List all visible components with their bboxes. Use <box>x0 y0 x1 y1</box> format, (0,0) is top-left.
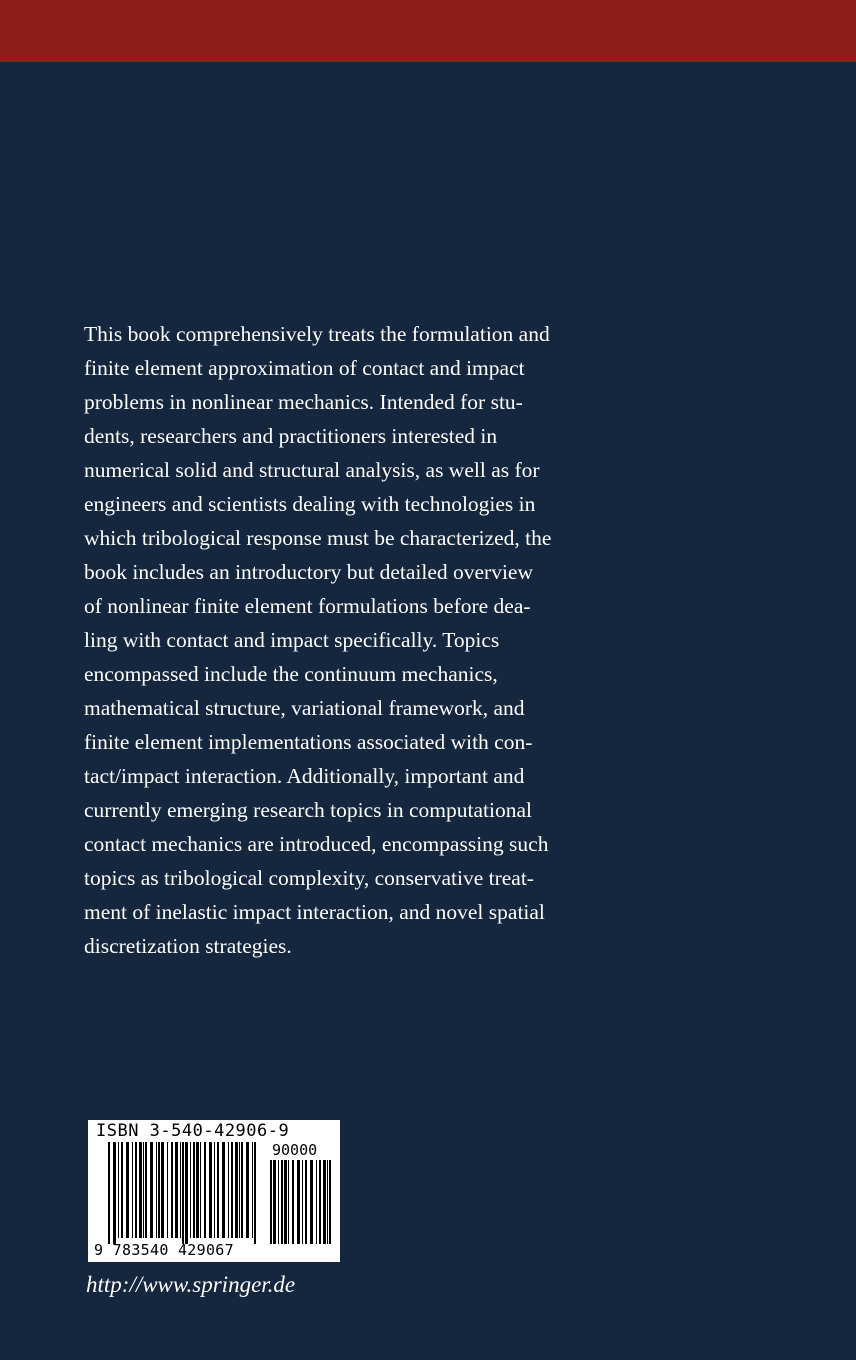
barcode-bar <box>214 1142 215 1238</box>
barcode-bar <box>239 1142 240 1238</box>
barcode-bar <box>145 1142 147 1238</box>
barcode-bar <box>121 1142 123 1238</box>
blurb-line: of nonlinear finite element formulations before dea- <box>84 594 531 618</box>
barcode-bar <box>273 1160 276 1244</box>
barcode-bar <box>180 1142 181 1238</box>
blurb-line: book includes an introductory but detailed overview <box>84 560 533 584</box>
barcode-bars <box>108 1142 260 1244</box>
barcode-bar <box>329 1160 331 1244</box>
blurb-line: This book comprehensively treats the formulation and <box>84 322 550 346</box>
barcode-bar <box>132 1142 133 1238</box>
barcode-bar <box>327 1160 328 1244</box>
blurb-line: ling with contact and impact specifically. Topics <box>84 628 500 652</box>
blurb-line: engineers and scientists dealing with technologies in <box>84 492 536 516</box>
barcode-bar <box>193 1142 195 1238</box>
barcode-bar <box>323 1160 326 1244</box>
blurb-line: contact mechanics are introduced, encompassing such <box>84 832 549 856</box>
barcode-bar <box>222 1142 225 1238</box>
barcode-bar <box>196 1142 199 1238</box>
blurb-line: currently emerging research topics in computational <box>84 798 532 822</box>
barcode-bar <box>252 1142 253 1238</box>
barcode-bar <box>246 1142 249 1238</box>
barcode-bar <box>161 1142 164 1238</box>
back-cover-blurb <box>84 317 584 963</box>
barcode-bar <box>150 1142 153 1238</box>
blurb-line: mathematical structure, variational framework, and <box>84 696 525 720</box>
barcode-bar <box>231 1142 233 1238</box>
isbn-barcode <box>88 1120 340 1262</box>
barcode-bar <box>241 1142 243 1238</box>
barcode-bar <box>175 1142 178 1238</box>
barcode-bar <box>281 1160 283 1244</box>
barcode-bar <box>284 1160 287 1244</box>
blurb-line: dents, researchers and practitioners interested in <box>84 424 498 448</box>
top-color-band <box>0 0 856 62</box>
isbn-label: ISBN 3-540-42906-9 <box>96 1121 290 1141</box>
addon-barcode-bars <box>270 1160 334 1244</box>
blurb-line: which tribological response must be characterized, the <box>84 526 552 550</box>
barcode-bar <box>292 1160 294 1244</box>
blurb-line: problems in nonlinear mechanics. Intended for stu- <box>84 390 523 414</box>
barcode-bar <box>316 1160 317 1244</box>
price-code-label: 90000 <box>272 1141 318 1159</box>
barcode-bar <box>171 1142 173 1238</box>
barcode-bar <box>108 1142 110 1244</box>
barcode-bar <box>190 1142 191 1238</box>
barcode-bar <box>143 1142 144 1238</box>
publisher-url: http://www.springer.de <box>86 1272 296 1297</box>
barcode-bar <box>310 1160 313 1244</box>
barcode-bar <box>254 1142 256 1244</box>
barcode-bar <box>185 1142 188 1244</box>
barcode-bar <box>135 1142 137 1238</box>
barcode-bar <box>319 1160 321 1244</box>
blurb-line: encompassed include the continuum mechanics, <box>84 662 498 686</box>
barcode-bar <box>270 1160 272 1244</box>
barcode-bar <box>228 1142 229 1238</box>
blurb-line: ment of inelastic impact interaction, and novel spatial <box>84 900 545 924</box>
blurb-line: discretization strategies. <box>84 934 292 958</box>
barcode-bar <box>200 1142 201 1238</box>
barcode-bar <box>235 1142 238 1238</box>
barcode-bar <box>156 1142 157 1238</box>
barcode-bar <box>288 1160 289 1244</box>
barcode-bar <box>118 1142 119 1238</box>
blurb-line: finite element implementations associated with con- <box>84 730 533 754</box>
barcode-bar <box>139 1142 142 1238</box>
barcode-bar <box>217 1142 219 1238</box>
barcode-bar <box>182 1142 184 1244</box>
barcode-bar <box>302 1160 303 1244</box>
barcode-bar <box>158 1142 160 1238</box>
ean-digits-label: 9 783540 429067 <box>94 1241 234 1259</box>
barcode-bar <box>204 1142 206 1238</box>
barcode-bar <box>209 1142 212 1238</box>
blurb-line: tact/impact interaction. Additionally, important and <box>84 764 525 788</box>
barcode-bar <box>297 1160 300 1244</box>
barcode-bar <box>278 1160 279 1244</box>
blurb-line: topics as tribological complexity, conservative treat- <box>84 866 534 890</box>
barcode-bar <box>305 1160 307 1244</box>
barcode-bar <box>113 1142 116 1244</box>
blurb-line: finite element approximation of contact and impact <box>84 356 525 380</box>
barcode-bar <box>167 1142 168 1238</box>
blurb-line: numerical solid and structural analysis, as well as for <box>84 458 540 482</box>
barcode-bar <box>126 1142 129 1238</box>
